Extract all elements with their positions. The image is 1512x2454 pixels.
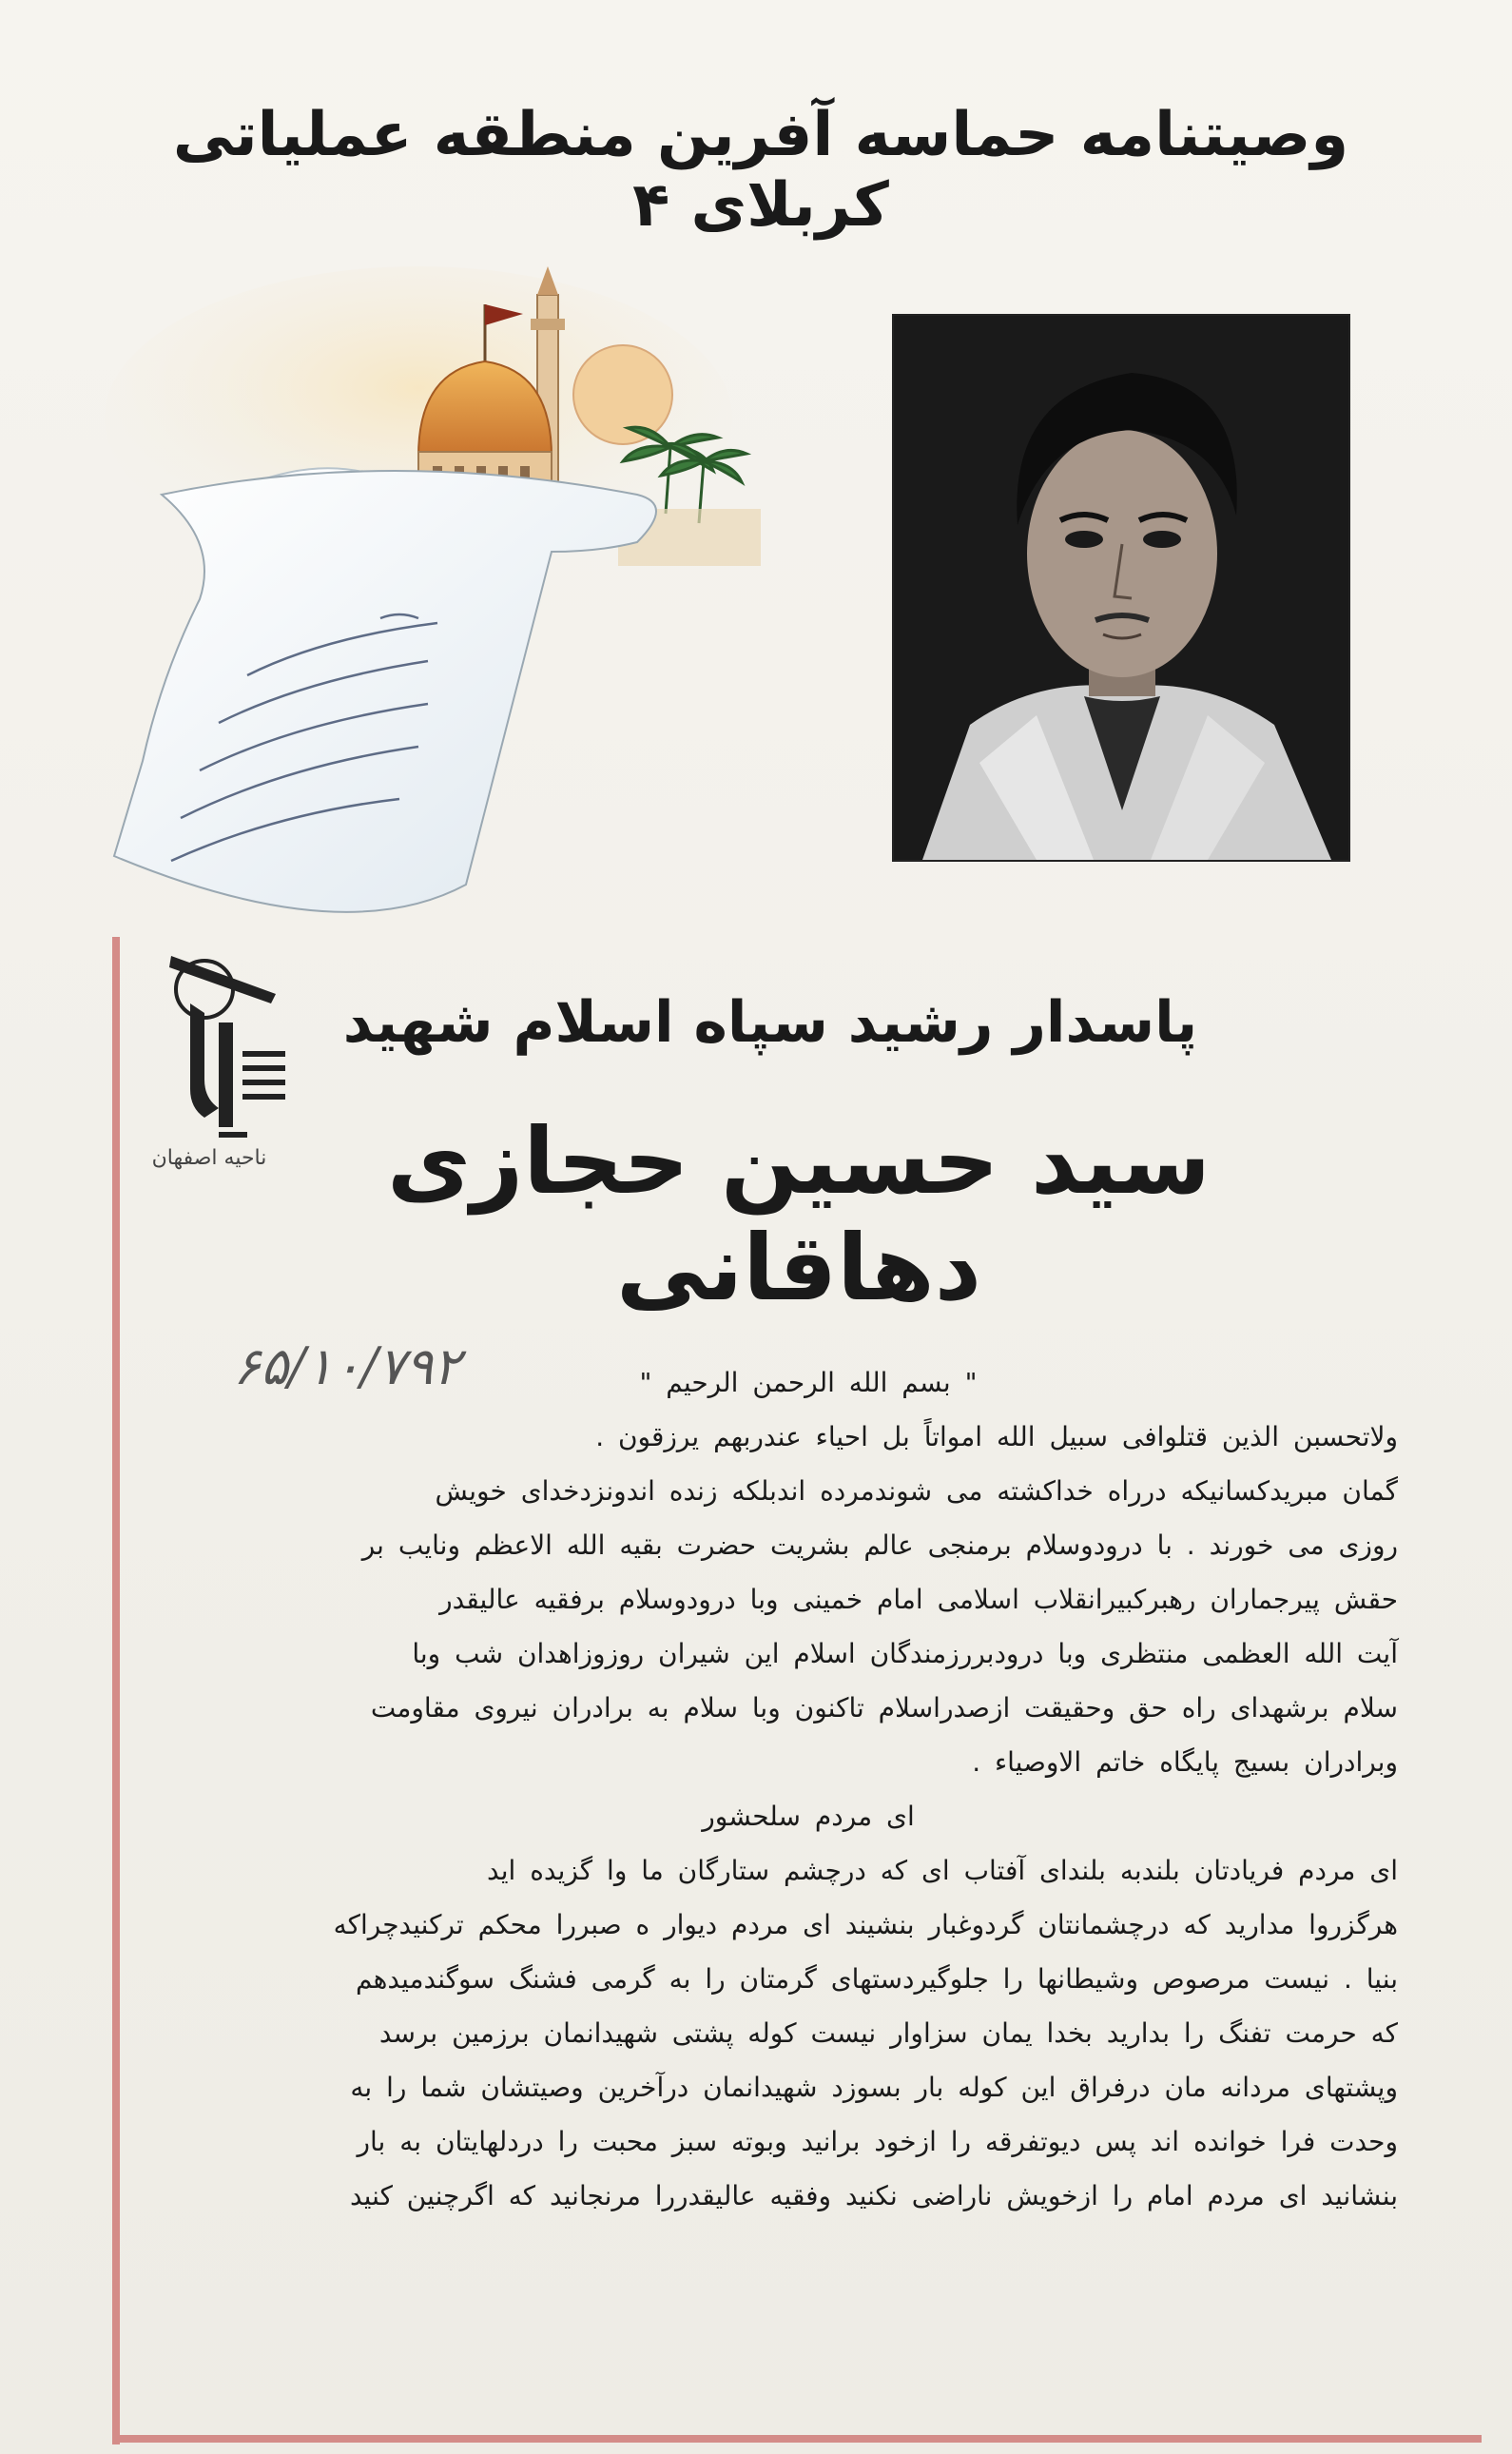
text-line: روزی می خورند . با درودوسلام برمنجی عالم بشریت حضرت بقیه الله الاعظم ونایب بر: [361, 1529, 1398, 1561]
text-line: ولاتحسبن الذین قتلوافی سبیل الله امواتاً بل احیاء عندربهم یرزقون .: [595, 1421, 1398, 1452]
bismillah: " بسم الله الرحمن الرحیم ": [639, 1367, 978, 1398]
will-text: [219, 1355, 1398, 2223]
martyr-portrait: [892, 314, 1350, 862]
text-line: وبرادران بسیج پایگاه خاتم الاوصیاء .: [972, 1746, 1398, 1778]
frame-left-border: [112, 937, 120, 2444]
shrine-scroll-illustration: [105, 266, 789, 951]
text-line: وپشتهای مردانه مان درفراق این کوله بار بسوزد شهیدانمان درآخرین وصیتشان شما را به: [350, 2072, 1398, 2103]
martyr-subtitle: پاسدار رشید سپاه اسلام شهید: [342, 989, 1198, 1056]
text-line: بنیا . نیست مرصوص وشیطانها را جلوگیردستهای گرمتان را به گرمی فشنگ سوگندمیدهم: [355, 1963, 1398, 1995]
text-line: سلام برشهدای راه حق وحقیقت ازصدراسلام تاکنون وبا سلام به برادران نیروی مقاومت: [370, 1692, 1398, 1724]
document-title: وصیتنامه حماسه آفرین منطقه عملیاتی کربلای ۴: [172, 100, 1349, 241]
text-line: گمان مبریدکسانیکه درراه خداکشته می شوندمرده اندبلکه زنده اندونزدخدای خویش: [435, 1475, 1398, 1507]
text-line: ای مردم فریادتان بلندبه بلندای آفتاب ای که درچشم ستارگان ما وا گزیده اید: [487, 1855, 1398, 1886]
emblem-caption: ناحیه اصفهان: [151, 1146, 267, 1170]
handwritten-reference-number: ۶۵/۱۰/۷۹۲: [233, 1336, 461, 1396]
text-line: بنشانید ای مردم امام را ازخویش ناراضی نکنید وفقیه عالیقدررا مرنجانید که اگرچنین کنید: [349, 2180, 1398, 2211]
text-line: آیت الله العظمی منتظری وبا درودبررزمندگان اسلام این شیران روزوزاهدان شب وبا: [412, 1638, 1398, 1669]
frame-bottom-border: [112, 2435, 1482, 2443]
text-line: حقش پیرجماران رهبرکبیرانقلاب اسلامی امام خمینی وبا درودوسلام برفقیه عالیقدر: [439, 1584, 1398, 1615]
address-heading: ای مردم سلحشور: [702, 1801, 915, 1832]
text-line: وحدت فرا خوانده اند پس دیوتفرقه را ازخود برانید وبوته سبز محبت را دردلهایتان به بار: [357, 2126, 1398, 2157]
text-line: که حرمت تفنگ را بدارید بخدا یمان سزاوار نیست کوله پشتی شهیدانمان برزمین برسد: [378, 2017, 1398, 2049]
text-line: هرگزروا مدارید که درچشمانتان گردوغبار بنشیند ای مردم دیوار ه صبررا محکم ترکنیدچراکه: [333, 1909, 1398, 1940]
martyr-name: سید حسین حجازی دهاقانی: [386, 1108, 1211, 1321]
